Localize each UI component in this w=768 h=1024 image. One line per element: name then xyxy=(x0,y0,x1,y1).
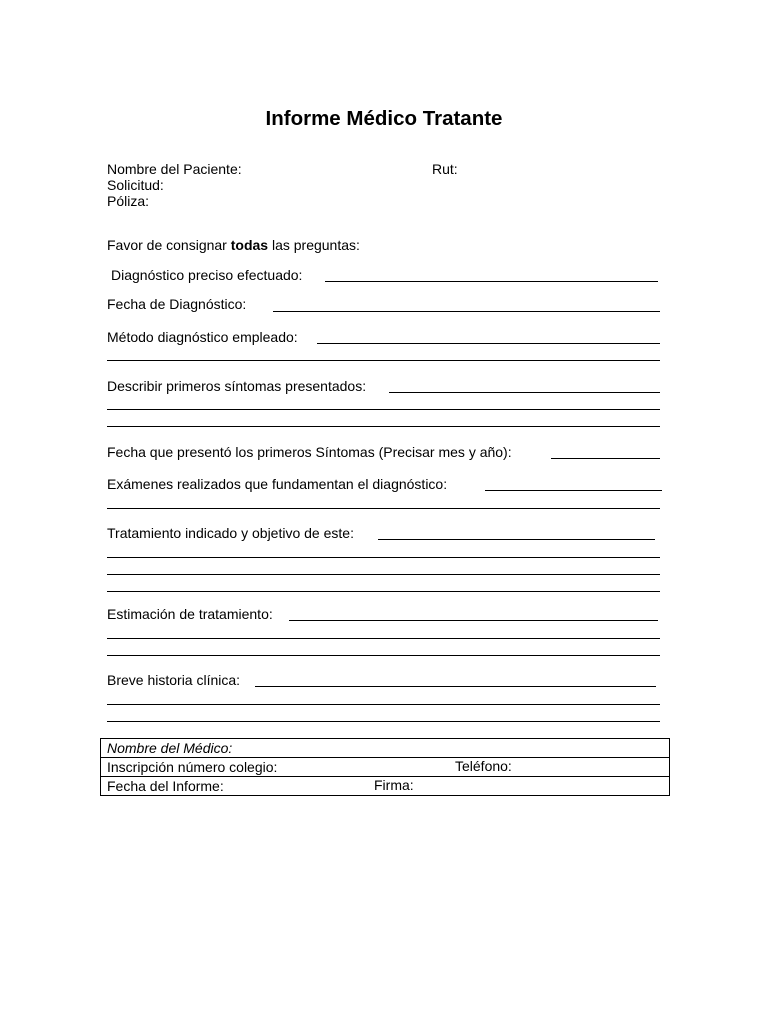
instructions-prefix: Favor de consignar xyxy=(107,237,231,253)
treatment-estimate-answer-line[interactable] xyxy=(289,608,658,621)
treatment-answer-line-3[interactable] xyxy=(107,574,660,575)
signature-label: Firma: xyxy=(374,777,414,793)
diagnosis-row xyxy=(111,267,302,284)
symptoms-date-answer-line[interactable] xyxy=(551,446,660,459)
method-answer-line[interactable] xyxy=(317,331,660,344)
instructions xyxy=(107,237,360,254)
treatment-estimate-answer-line-3[interactable] xyxy=(107,655,660,656)
doctor-name-label: Nombre del Médico: xyxy=(107,739,233,756)
clinical-history-answer-line-3[interactable] xyxy=(107,721,660,722)
doctor-info-table xyxy=(100,738,670,796)
exams-answer-line[interactable] xyxy=(485,478,662,491)
registration-row xyxy=(101,758,670,777)
clinical-history-answer-line-2[interactable] xyxy=(107,704,660,705)
registration-label: Inscripción número colegio: xyxy=(107,758,278,775)
instructions-bold-word: todas xyxy=(230,237,269,253)
diagnosis-date-answer-line[interactable] xyxy=(273,299,660,312)
report-date-row xyxy=(101,777,670,796)
first-symptoms-answer-line-2[interactable] xyxy=(107,409,660,410)
first-symptoms-answer-line-3[interactable] xyxy=(107,426,660,427)
report-date-label: Fecha del Informe: xyxy=(107,777,224,794)
method-answer-line-2[interactable] xyxy=(107,360,660,361)
instructions-suffix: las preguntas: xyxy=(268,237,360,253)
rut-label: Rut: xyxy=(432,161,458,177)
document-title: Informe Médico Tratante xyxy=(265,107,503,130)
treatment-estimate-answer-line-2[interactable] xyxy=(107,638,660,639)
clinical-history-label: Breve historia clínica: xyxy=(107,672,241,688)
patient-name-label: Nombre del Paciente: xyxy=(107,161,242,177)
clinical-history-answer-line[interactable] xyxy=(255,674,656,687)
treatment-answer-line-2[interactable] xyxy=(107,557,660,558)
method-label: Método diagnóstico empleado: xyxy=(107,329,298,345)
policy-label: Póliza: xyxy=(107,193,150,209)
report-date-cell[interactable] xyxy=(101,777,670,796)
treatment-estimate-label: Estimación de tratamiento: xyxy=(107,606,273,622)
diagnosis-date-label: Fecha de Diagnóstico: xyxy=(107,296,247,312)
treatment-label: Tratamiento indicado y objetivo de este: xyxy=(107,525,354,541)
registration-cell[interactable] xyxy=(101,758,670,777)
first-symptoms-label: Describir primeros síntomas presentados: xyxy=(107,378,367,394)
phone-label: Teléfono: xyxy=(455,758,512,774)
treatment-answer-line[interactable] xyxy=(378,527,655,540)
treatment-answer-line-4[interactable] xyxy=(107,591,660,592)
doctor-name-cell[interactable] xyxy=(101,739,670,758)
exams-label: Exámenes realizados que fundamentan el diagnóstico: xyxy=(107,476,448,492)
doctor-name-row xyxy=(101,739,670,758)
request-label: Solicitud: xyxy=(107,177,164,193)
exams-answer-line-2[interactable] xyxy=(107,508,660,509)
diagnosis-label: Diagnóstico preciso efectuado: xyxy=(111,267,303,283)
symptoms-date-label: Fecha que presentó los primeros Síntomas (Precisar mes y año): xyxy=(107,444,512,460)
diagnosis-answer-line[interactable] xyxy=(325,269,658,282)
first-symptoms-answer-line[interactable] xyxy=(389,380,660,393)
